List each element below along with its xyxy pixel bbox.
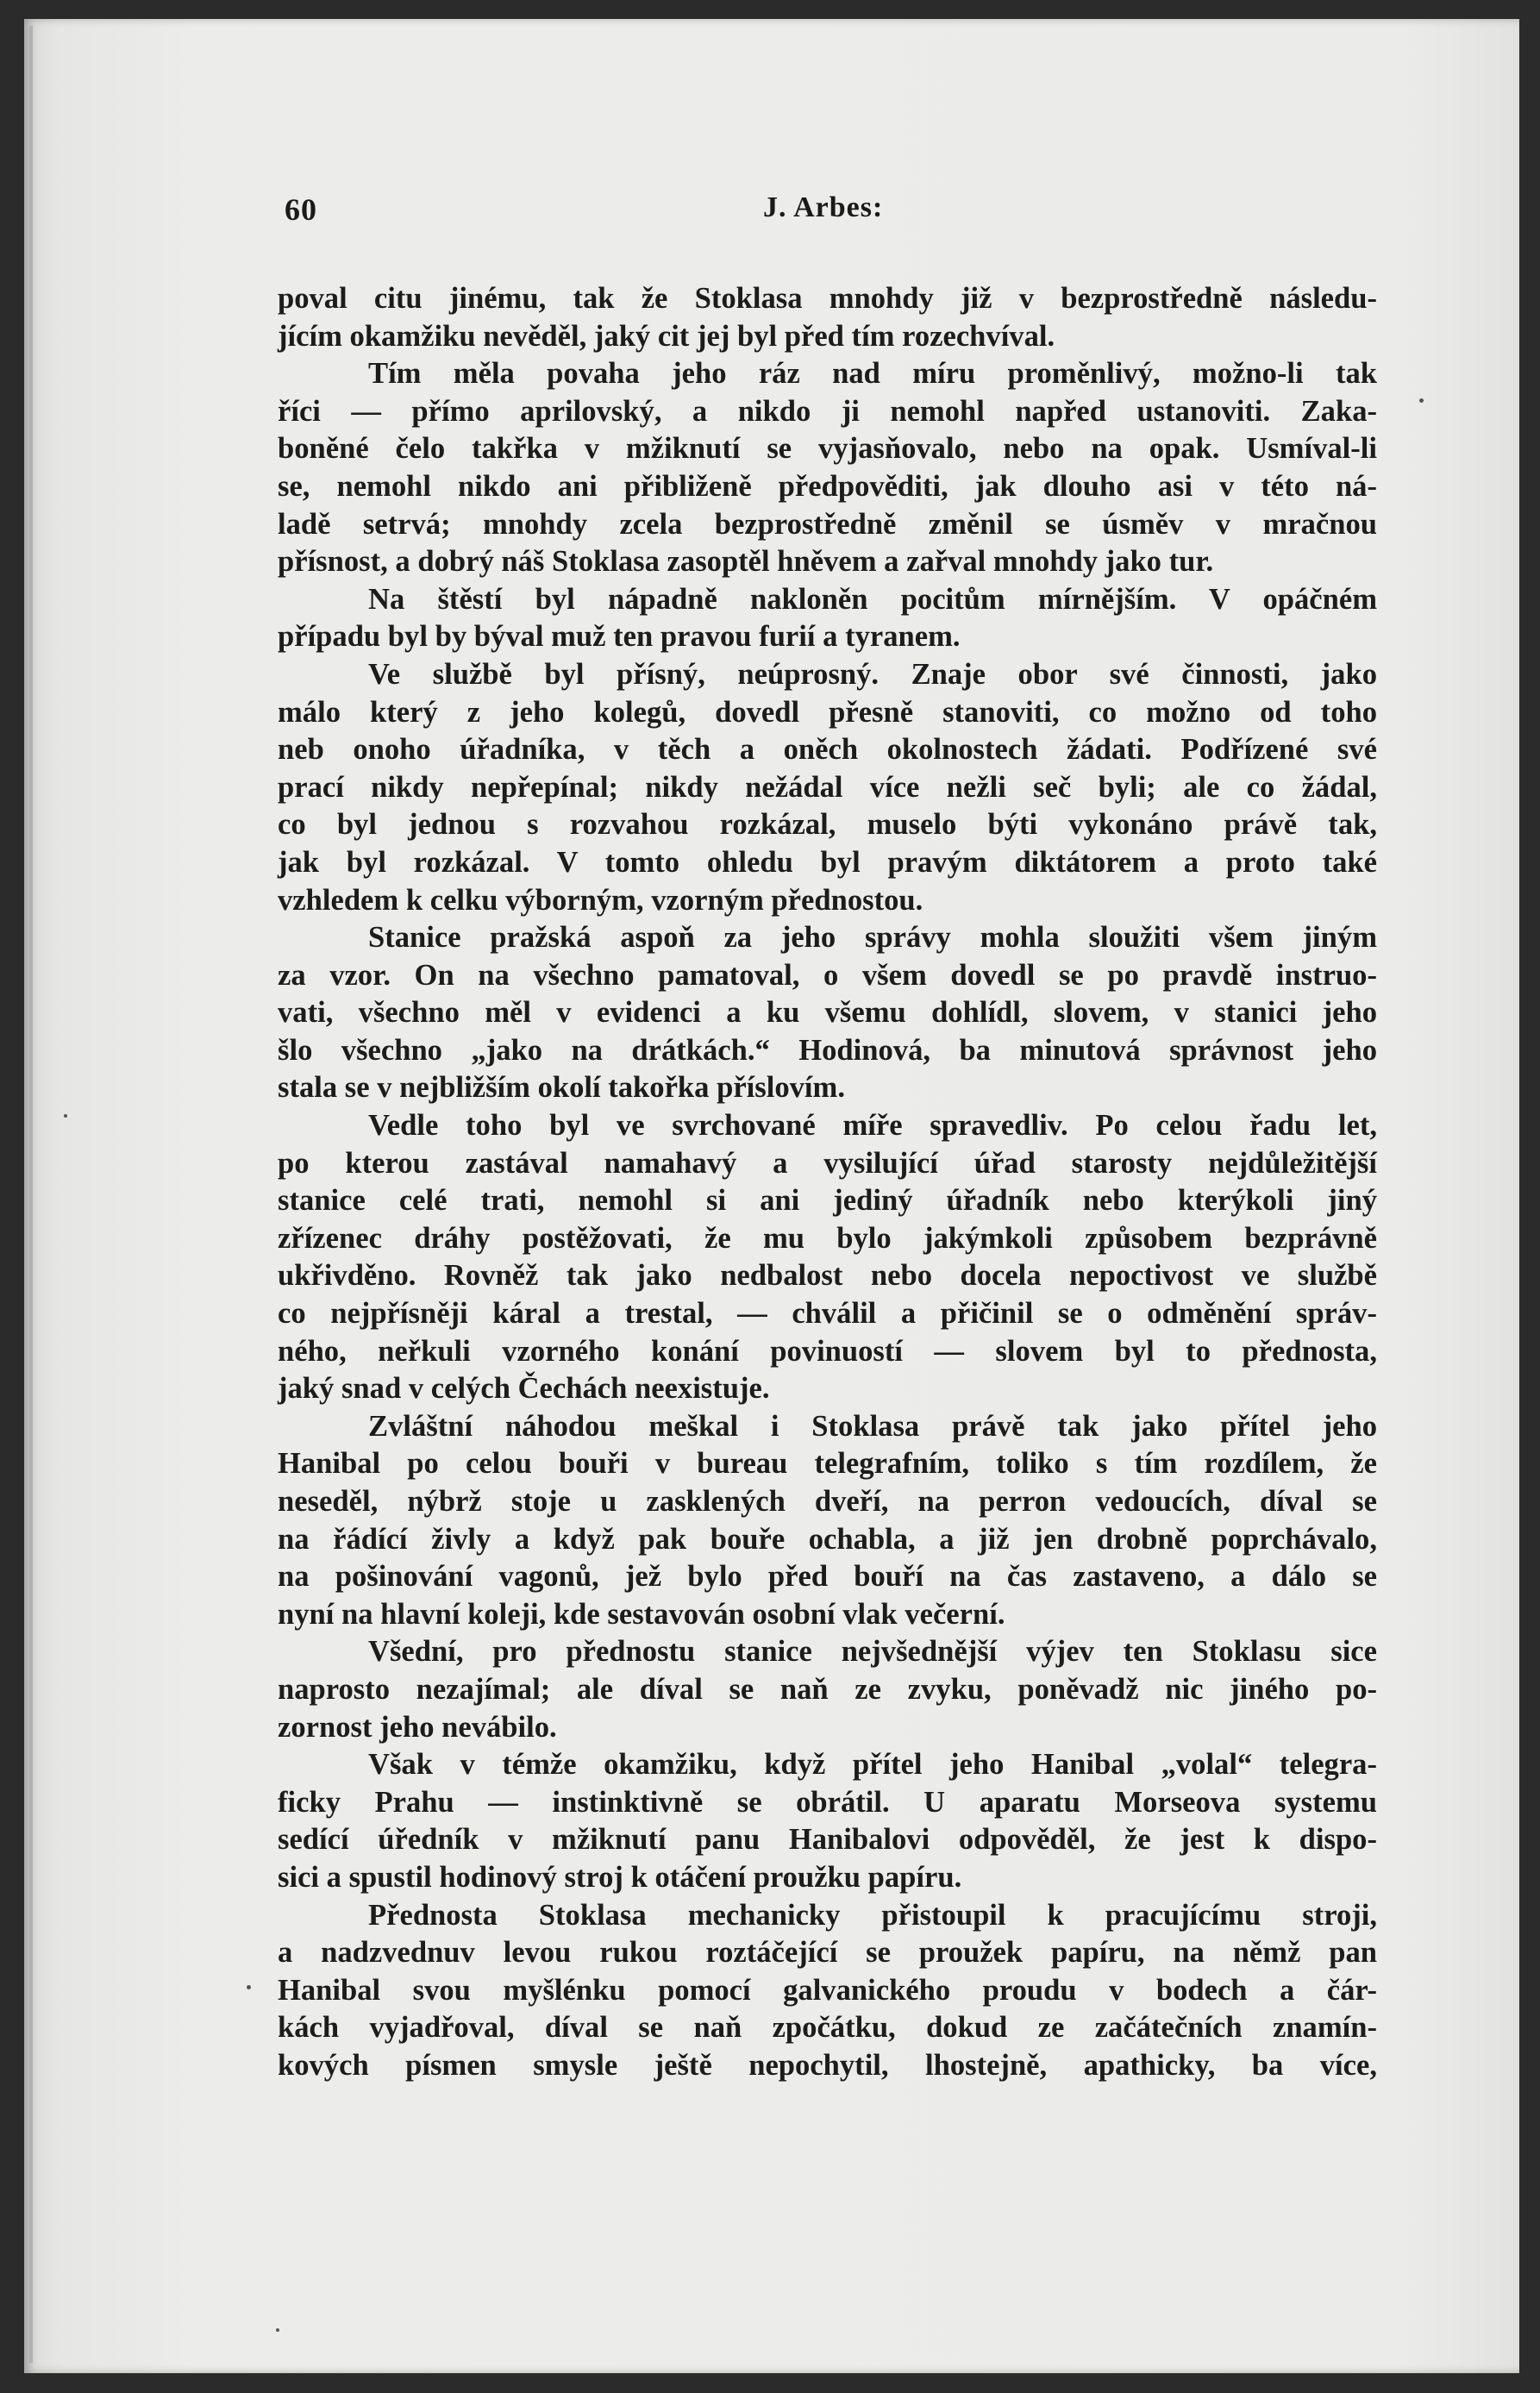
text-line: kách vyjadřoval, díval se naň zpočátku, dokud ze začátečních znamín- <box>278 2011 1377 2045</box>
text-line: na pošinování vagonů, jež bylo před bouří na čas zastaveno, a dálo se <box>278 1560 1377 1594</box>
text-line: ladě setrvá; mnohdy zcela bezprostředně změnil se úsměv v mračnou <box>278 507 1377 541</box>
paragraph <box>278 1107 1377 1408</box>
print-speck <box>247 1985 251 1989</box>
text-line: sici a spustil hodinový stroj k otáčení proužku papíru. <box>278 1860 962 1894</box>
text-line: na řádící živly a když pak bouře ochabla, a již jen drobně poprchávalo, <box>278 1522 1377 1556</box>
text-line: Ve službě byl přísný, neúprosný. Znaje obor své činnosti, jako <box>368 657 1377 691</box>
text-line: Na štěstí byl nápadně nakloněn pocitům mírnějším. V opáčném <box>368 582 1377 616</box>
text-line: Stanice pražská aspoň za jeho správy mohla sloužiti všem jiným <box>368 921 1377 955</box>
text-line: jícím okamžiku nevěděl, jaký cit jej byl před tím rozechvíval. <box>278 319 1055 353</box>
paragraph <box>278 581 1377 656</box>
running-head: J. Arbes: <box>763 191 884 223</box>
text-line: neseděl, nýbrž stoje u zasklených dveří, na perron vedoucích, díval se <box>278 1485 1377 1518</box>
text-line: neb onoho úřadníka, v těch a oněch okolnostech žádati. Podřízené své <box>278 733 1377 767</box>
text-line: zřízenec dráhy postěžovati, že mu bylo jakýmkoli způsobem bezprávně <box>278 1221 1377 1255</box>
text-line: a nadzvednuv levou rukou roztáčející se proužek papíru, na němž pan <box>278 1936 1377 1970</box>
print-speck <box>1419 398 1424 403</box>
text-line: Všední, pro přednostu stanice nejvšednější výjev ten Stoklasu sice <box>368 1635 1377 1669</box>
text-line: jak byl rozkázal. V tomto ohledu byl pravým diktátorem a proto také <box>278 845 1377 879</box>
text-line: ficky Prahu — instinktivně se obrátil. U aparatu Morseova systemu <box>278 1785 1377 1819</box>
text-line: stanice celé trati, nemohl si ani jediný úřadník nebo kterýkoli jiný <box>278 1184 1377 1218</box>
text-line: zornost jeho nevábilo. <box>278 1710 557 1744</box>
text-line: vzhledem k celku výborným, vzorným přednostou. <box>278 883 923 917</box>
text-line: kových písmen smysle ještě nepochytil, lhostejně, apathicky, ba více, <box>278 2048 1377 2082</box>
text-line: šlo všechno „jako na drátkách.“ Hodinová, ba minutová správnost jeho <box>278 1033 1377 1067</box>
text-line: jaký snad v celých Čechách neexistuje. <box>278 1372 770 1406</box>
print-speck <box>64 1114 67 1118</box>
text-line: za vzor. On na všechno pamatoval, o všem dovedl se po pravdě instruo- <box>278 958 1377 992</box>
text-line: stala se v nejbližším okolí takořka příslovím. <box>278 1071 845 1105</box>
text-line: co nejpřísněji káral a trestal, — chválil a přičinil se o odměnění správ- <box>278 1297 1377 1331</box>
text-line: sedící úředník v mžiknutí panu Hanibalovi odpověděl, že jest k dispo- <box>278 1823 1377 1857</box>
page-gutter-edge <box>29 26 33 2363</box>
paragraph <box>278 1746 1377 1896</box>
text-line: říci — přímo aprilovský, a nikdo ji nemohl napřed ustanoviti. Zaka- <box>278 394 1377 428</box>
text-line: boněné čelo takřka v mžiknutí se vyjasňovalo, nebo na opak. Usmíval-li <box>278 432 1377 466</box>
paragraph <box>278 656 1377 919</box>
page-header <box>285 191 1371 243</box>
page-number: 60 <box>285 192 317 227</box>
text-line: případu byl by býval muž ten pravou furií a tyranem. <box>278 620 961 654</box>
text-line: naprosto nezajímal; ale díval se naň ze zvyku, poněvadž nic jiného po- <box>278 1672 1377 1706</box>
text-line: co byl jednou s rozvahou rozkázal, muselo býti vykonáno právě tak, <box>278 808 1377 842</box>
paragraph <box>278 919 1377 1107</box>
text-line: Hanibal svou myšlénku pomocí galvanického proudu v bodech a čár- <box>278 1973 1377 2007</box>
paragraph <box>278 1897 1377 2085</box>
text-line: málo který z jeho kolegů, dovedl přesně stanoviti, co možno od toho <box>278 695 1377 729</box>
text-line: ného, neřkuli vzorného konání povinuostí — slovem byl to přednosta, <box>278 1334 1377 1368</box>
paragraph <box>278 355 1377 581</box>
text-line: prací nikdy nepřepínal; nikdy nežádal více nežli seč byli; ale co žádal, <box>278 770 1377 804</box>
body-text <box>278 280 1377 2085</box>
paragraph <box>278 280 1377 355</box>
text-line: Však v témže okamžiku, když přítel jeho Hanibal „volal“ telegra- <box>368 1748 1377 1782</box>
text-line: se, nemohl nikdo ani přibliženě předpověditi, jak dlouho asi v této ná- <box>278 469 1377 503</box>
text-line: Tím měla povaha jeho ráz nad míru proměnlivý, možno-li tak <box>368 357 1377 391</box>
paragraph <box>278 1633 1377 1746</box>
text-line: vati, všechno měl v evidenci a ku všemu dohlídl, slovem, v stanici jeho <box>278 996 1377 1030</box>
text-line: po kterou zastával namahavý a vysilující úřad starosty nejdůležitější <box>278 1146 1377 1180</box>
text-line: Zvláštní náhodou meškal i Stoklasa právě tak jako přítel jeho <box>368 1409 1377 1443</box>
text-line: ukřivděno. Rovněž tak jako nedbalost nebo docela nepoctivost ve službě <box>278 1259 1377 1293</box>
paragraph <box>278 1408 1377 1634</box>
text-line: nyní na hlavní koleji, kde sestavován osobní vlak večerní. <box>278 1597 1005 1631</box>
text-line: Hanibal po celou bouři v bureau telegrafním, toliko s tím rozdílem, že <box>278 1447 1377 1481</box>
text-line: Vedle toho byl ve svrchované míře spravedliv. Po celou řadu let, <box>368 1109 1377 1143</box>
text-line: Přednosta Stoklasa mechanicky přistoupil k pracujícímu stroji, <box>368 1898 1377 1932</box>
text-line: přísnost, a dobrý náš Stoklasa zasoptěl hněvem a zařval mnohdy jako tur. <box>278 545 1214 579</box>
print-speck <box>276 2328 279 2332</box>
text-line: poval citu jinému, tak že Stoklasa mnohdy již v bezprostředně následu- <box>278 282 1377 315</box>
